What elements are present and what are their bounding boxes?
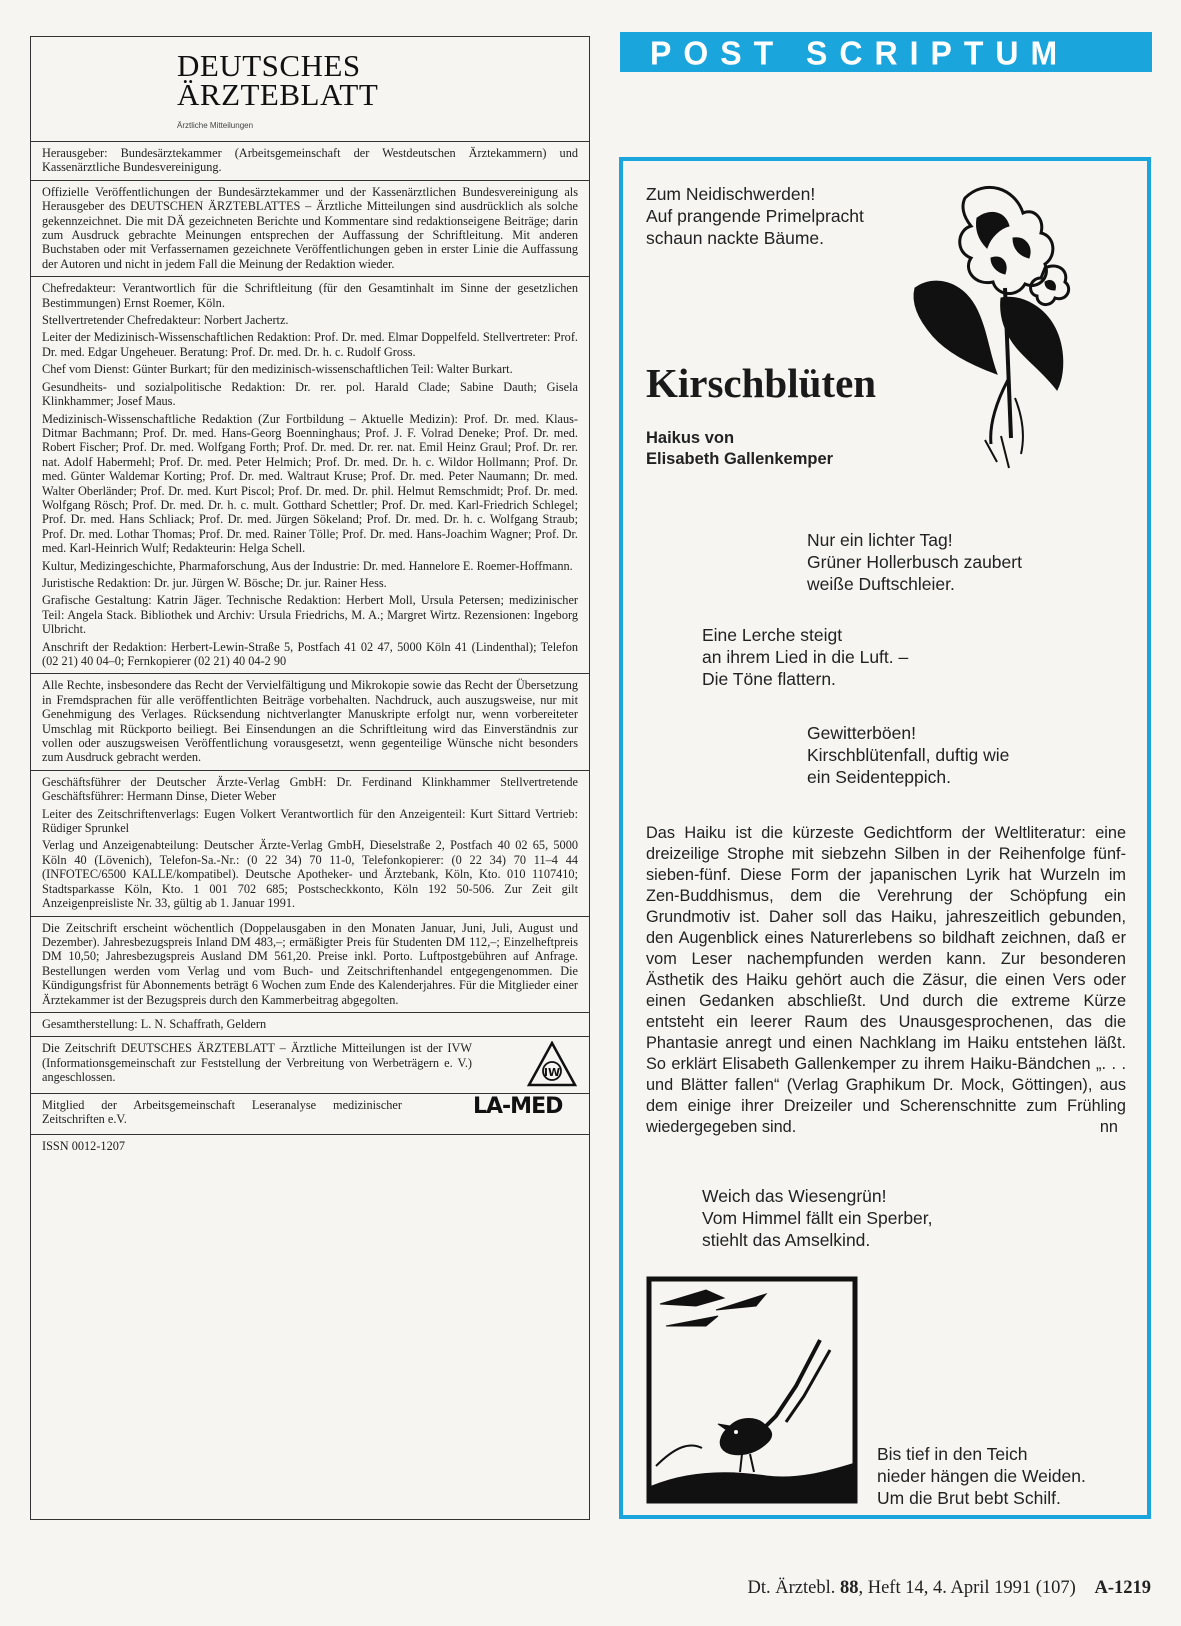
masthead-title-line2: ÄRZTEBLATT — [177, 77, 379, 112]
subscription-text: Die Zeitschrift erscheint wöchentlich (Doppelausgaben in den Monaten Januar, Juni, Juli, August und Dezember). Jahresbezugspreis Inland DM 483,–; ermäßigter Preis für Studenten DM 112,–; Einzelheftpreis DM 10,50; Jahresbezugspreis Ausland DM 561,20. Preise inkl. Porto. Luftpostgebühren auf Anfrage. Bestellungen werden vom Verlag und vom Buch- und Zeitschriftenhandel entgegengenommen. Die Kündigungsfrist für Abonnements beträgt 6 Wochen zum Ende des Kalenderjahres. Für die Mitglieder einer Ärztekammer ist der Bezugspreis durch den Kammerbeitrag abgegolten. — [42, 920, 578, 1007]
issn-block — [31, 1135, 589, 1158]
publisher-block — [31, 771, 589, 917]
ivw-text: Die Zeitschrift DEUTSCHES ÄRZTEBLATT – Ärztliche Mitteilungen ist der IVW (Informationsgemeinschaft zur Feststellung der Verbreitung von Werbeträgern e. V.) angeschlossen. — [42, 1041, 472, 1085]
bird-papercut-illustration — [646, 1276, 858, 1504]
deputy-editor: Stellvertretender Chefredakteur: Norbert Jachertz. — [42, 313, 289, 328]
lamed-logo-text: LA-MED — [473, 1093, 563, 1119]
haiku-5 — [702, 1185, 933, 1251]
haiku-4-line-2: Kirschblütenfall, duftig wie — [807, 745, 1010, 765]
medical-editorial-head: Leiter der Medizinisch-Wissenschaftlichen Redaktion: Prof. Dr. med. Elmar Doppelfeld. Stellvertreter: Prof. Dr. med. Edgar Ungeheuer. Beratung: Prof. Dr. med. Dr. h. c. Rudolf Gross. — [42, 330, 578, 359]
byline-author: Elisabeth Gallenkemper — [646, 450, 834, 468]
editor-in-chief: Chefredakteur: Verantwortlich für die Schriftleitung (für den Gesamtinhalt im Sinne der gesetzlichen Bestimmungen) Ernst Roemer, Köln. — [42, 281, 578, 310]
publisher-staff: Leiter des Zeitschriftenverlags: Eugen Volkert Verantwortlich für den Anzeigenteil: Kurt Sittard Vertrieb: Rüdiger Sprunkel — [42, 806, 578, 836]
haiku-3-line-2: an ihrem Lied in die Luft. – — [702, 647, 909, 667]
scientific-editorial: Medizinisch-Wissenschaftliche Redaktion (Zur Fortbildung – Aktuelle Medizin): Prof. Dr. med. Klaus-Ditmar Bachmann; Prof. Dr. med. Hans-Georg Boenninghaus; Prof. J. F. Volrad Deneke; Prof. Dr. med. Robert Fischer; Prof. Dr. med. Wolfgang Forth; Prof. Dr. med. Dr. rer. nat. Emil Heinz Graul; Prof. Dr. rer. nat. Adolf Habermehl; Prof. Dr. med. Peter Helmich; Prof. Dr. med. Dr. h. c. Wildor Hollmann; Prof. Dr. med. Günter Waldemar Korting; Prof. Dr. med. Waltraut Kruse; Prof. Dr. med. Peter Naumann; Dr. med. Walter Oberländer; Prof. Dr. med. Kurt Piscol; Prof. Dr. med. Dr. phil. Helmut Remschmidt; Prof. Dr. med. Wolfgang Rösch; Prof. Dr. med. Dr. h. c. mult. Gotthard Schettler; Prof. Dr. med. Karl-Friedrich Schlegel; Prof. Dr. med. Hans Schliack; Prof. Dr. med. Jürgen Sökeland; Prof. Dr. med. Dr. h. c. Wolfgang Straub; Prof. Dr. med. Lothar Thomas; Prof. Dr. med. Rainer Tölle; Prof. Dr. med. Hans-Joachim Wagner; Prof. Dr. med. Karl-Heinrich Wulf; Redakteurin: Helga Schell. — [42, 411, 578, 556]
rights-block — [31, 674, 589, 770]
graphic-design-credits: Grafische Gestaltung: Katrin Jäger. Technische Redaktion: Herbert Moll, Ursula Petersen; medizinischer Teil: Angela Stack. Bibliothek und Archiv: Ursula Friedrichs, M. A.; Margret Wirtz. Rezensionen: Ingeborg Ulbricht. — [42, 593, 578, 637]
official-publications-block — [31, 181, 589, 277]
herausgeber-text: Herausgeber: Bundesärztekammer (Arbeitsgemeinschaft der Westdeutschen Ärztekammern) und Kassenärztliche Bundesvereinigung. — [42, 146, 578, 175]
haiku-2 — [807, 529, 1022, 595]
printer-block — [31, 1013, 589, 1037]
svg-text:IW: IW — [543, 1066, 561, 1080]
post-scriptum-title: POST SCRIPTUM — [650, 34, 1070, 72]
legal-editorial: Juristische Redaktion: Dr. jur. Jürgen W. Bösche; Dr. jur. Rainer Hess. — [42, 575, 387, 590]
publisher-address: Verlag und Anzeigenabteilung: Deutscher Ärzte-Verlag GmbH, Dieselstraße 2, Postfach 40 02 65, 5000 Köln 40 (Lövenich), Telefon-Sa.-Nr.: (0 22 34) 70 11-0, Telefonkopierer: (0 22 34) 70 11–4 44 (INFOTEC/6500 KALLE/kompatibel). Deutsche Apotheker- und Ärztebank, Köln, Kto. 010 1107410; Stadtsparkasse Köln, Kto. 1 001 702 685; Postscheckkonto, Köln 192 50-506. Zur Zeit gilt Anzeigenpreisliste Nr. 33, gültig ab 1. Januar 1991. — [42, 838, 578, 911]
ivw-logo-icon — [527, 1041, 577, 1087]
haiku-3-line-1: Eine Lerche steigt — [702, 625, 843, 645]
haiku-6-line-3: Um die Brut bebt Schilf. — [877, 1488, 1061, 1508]
subscription-block — [31, 917, 589, 1013]
issn-text: ISSN 0012-1207 — [42, 1139, 126, 1154]
haiku-2-line-3: weiße Duftschleier. — [807, 574, 955, 594]
essay-text: Das Haiku ist die kürzeste Gedichtform der Weltliteratur: eine dreizeilige Strophe mit siebzehn Silben in der Reihenfolge fünf-sieben-fünf. Diese Form der japanischen Lyrik hat Wurzeln im Zen-Buddhismus, dem die Verehrung der Schöpfung ein Grundmotiv ist. Daher soll das Haiku, jahreszeitlich gebunden, den Augenblick eines Naturerlebens so bildhaft zeichnen, daß er vom Leser nachempfunden werden kann. Zur besonderen Ästhetik des Haiku gehört auch die Zäsur, die einen Vers oder einen Gedanken abschließt. Und durch die extreme Kürze entsteht ein leerer Raum des Unausgesprochenen, das die Phantasie anregt und einen Nachklang im Haiku entstehen läßt. So erklärt Elisabeth Gallenkemper zu ihrem Haiku-Bändchen „. . . und Blätter fallen“ (Verlag Graphikum Dr. Mock, Göttingen), aus dem einige ihrer Dreizeiler und Scherenschnitte zum Frühling wiedergegeben sind. — [646, 824, 1126, 1136]
haiku-2-line-2: Grüner Hollerbusch zaubert — [807, 552, 1022, 572]
lamed-logo — [473, 1093, 577, 1126]
official-publications-text: Offizielle Veröffentlichungen der Bundesärztekammer und der Kassenärztlichen Bundesvereinigung als Herausgeber des DEUTSCHEN ÄRZTEBLATTES – Ärztliche Mitteilungen sind ausdrücklich als solche gekennzeichnet. Die mit DÄ gezeichneten Berichte und Kommentare sind redaktionseigene Beiträge; darin zum Ausdruck gebrachte Meinungen entsprechen der Auffassung der Schriftleitung. Mit anderen Buchstaben oder mit Verfassernamen gezeichnete Veröffentlichungen geben in erster Linie die Auffassung der Autoren und nicht in jedem Fall die Meinung der Redaktion wieder. — [42, 184, 578, 271]
footer-journal: Dt. Ärztebl. — [747, 1578, 836, 1598]
masthead-title — [177, 48, 379, 112]
managing-editor: Chef vom Dienst: Günter Burkart; für den medizinisch-wissenschaftlichen Teil: Walter Burkart. — [42, 362, 513, 377]
page-footer — [748, 1578, 1152, 1599]
haiku-5-line-3: stiehlt das Amselkind. — [702, 1230, 871, 1250]
lamed-text: Mitglied der Arbeitsgemeinschaft Leseranalyse medizinischer Zeitschriften e.V. — [42, 1097, 402, 1126]
haiku-1-line-3: schaun nackte Bäume. — [646, 228, 825, 248]
impressum-column — [30, 36, 590, 1520]
culture-editorial: Kultur, Medizingeschichte, Pharmaforschung, Aus der Industrie: Dr. med. Hannelore E. Roemer-Hoffmann. — [42, 558, 573, 573]
herausgeber-block — [31, 142, 589, 181]
masthead — [31, 37, 589, 142]
haiku-6-line-1: Bis tief in den Teich — [877, 1444, 1028, 1464]
byline-line-1: Haikus von — [646, 429, 735, 447]
haiku-1-line-2: Auf prangende Primelpracht — [646, 206, 864, 226]
editorial-address: Anschrift der Redaktion: Herbert-Lewin-Straße 5, Postfach 41 02 47, 5000 Köln 41 (Lindenthal); Telefon (02 21) 40 04–0; Fernkopierer (02 21) 40 04-2 90 — [42, 639, 578, 668]
haiku-4-line-3: ein Seidenteppich. — [807, 767, 951, 787]
haiku-2-line-1: Nur ein lichter Tag! — [807, 530, 953, 550]
footer-volume: 88 — [839, 1578, 859, 1598]
haiku-3-line-3: Die Töne flattern. — [702, 669, 836, 689]
haiku-1-line-1: Zum Neidischwerden! — [646, 184, 816, 204]
post-scriptum-header — [620, 32, 1152, 72]
haiku-5-line-1: Weich das Wiesengrün! — [702, 1186, 887, 1206]
essay-signature: nn — [1099, 1118, 1118, 1136]
lamed-block — [31, 1094, 589, 1136]
haiku-4 — [807, 722, 1009, 788]
masthead-title-line1: DEUTSCHES — [177, 48, 361, 83]
article-byline — [646, 428, 833, 470]
masthead-subtitle: Ärztliche Mitteilungen — [177, 121, 254, 130]
haiku-6-line-2: nieder hängen die Weiden. — [877, 1466, 1086, 1486]
footer-page-number: A-1219 — [1094, 1578, 1151, 1598]
haiku-6 — [877, 1443, 1086, 1509]
haiku-1 — [646, 183, 864, 249]
ivw-block — [31, 1037, 589, 1093]
haiku-4-line-1: Gewitterböen! — [807, 723, 916, 743]
article-title: Kirschblüten — [646, 360, 877, 406]
primrose-papercut-illustration — [905, 178, 1075, 478]
haiku-5-line-2: Vom Himmel fällt ein Sperber, — [702, 1208, 933, 1228]
haiku-3 — [702, 624, 908, 690]
footer-issue: , Heft 14, 4. April 1991 (107) — [858, 1578, 1076, 1598]
haiku-essay — [646, 823, 1126, 1138]
publisher-management: Geschäftsführer der Deutscher Ärzte-Verlag GmbH: Dr. Ferdinand Klinkhammer Stellvertretende Geschäftsführer: Hermann Dinse, Dieter Weber — [42, 774, 578, 804]
rights-text: Alle Rechte, insbesondere das Recht der Vervielfältigung und Mikrokopie sowie das Recht der Übersetzung in Fremdsprachen für alle veröffentlichten Beiträge vorbehalten. Nachdruck, auch auszugsweise, nur mit Genehmigung des Verlages. Rücksendung nichtverlangter Manuskripte erfolgt nur, wenn vorbereiteter Umschlag mit Rückporto beiliegt. Bei Einsendungen an die Schriftleitung wird das Einverständnis zur vollen oder auszugsweisen Veröffentlichung vorausgesetzt, wenn gegenteilige Wünsche nicht besonders zum Ausdruck gebracht werden. — [42, 678, 578, 765]
health-policy-editorial: Gesundheits- und sozialpolitische Redaktion: Dr. rer. pol. Harald Clade; Sabine Dauth; Gisela Klinkhammer; Josef Maus. — [42, 379, 578, 409]
editorial-staff-block — [31, 277, 589, 674]
printer-text: Gesamtherstellung: L. N. Schaffrath, Geldern — [42, 1016, 267, 1031]
